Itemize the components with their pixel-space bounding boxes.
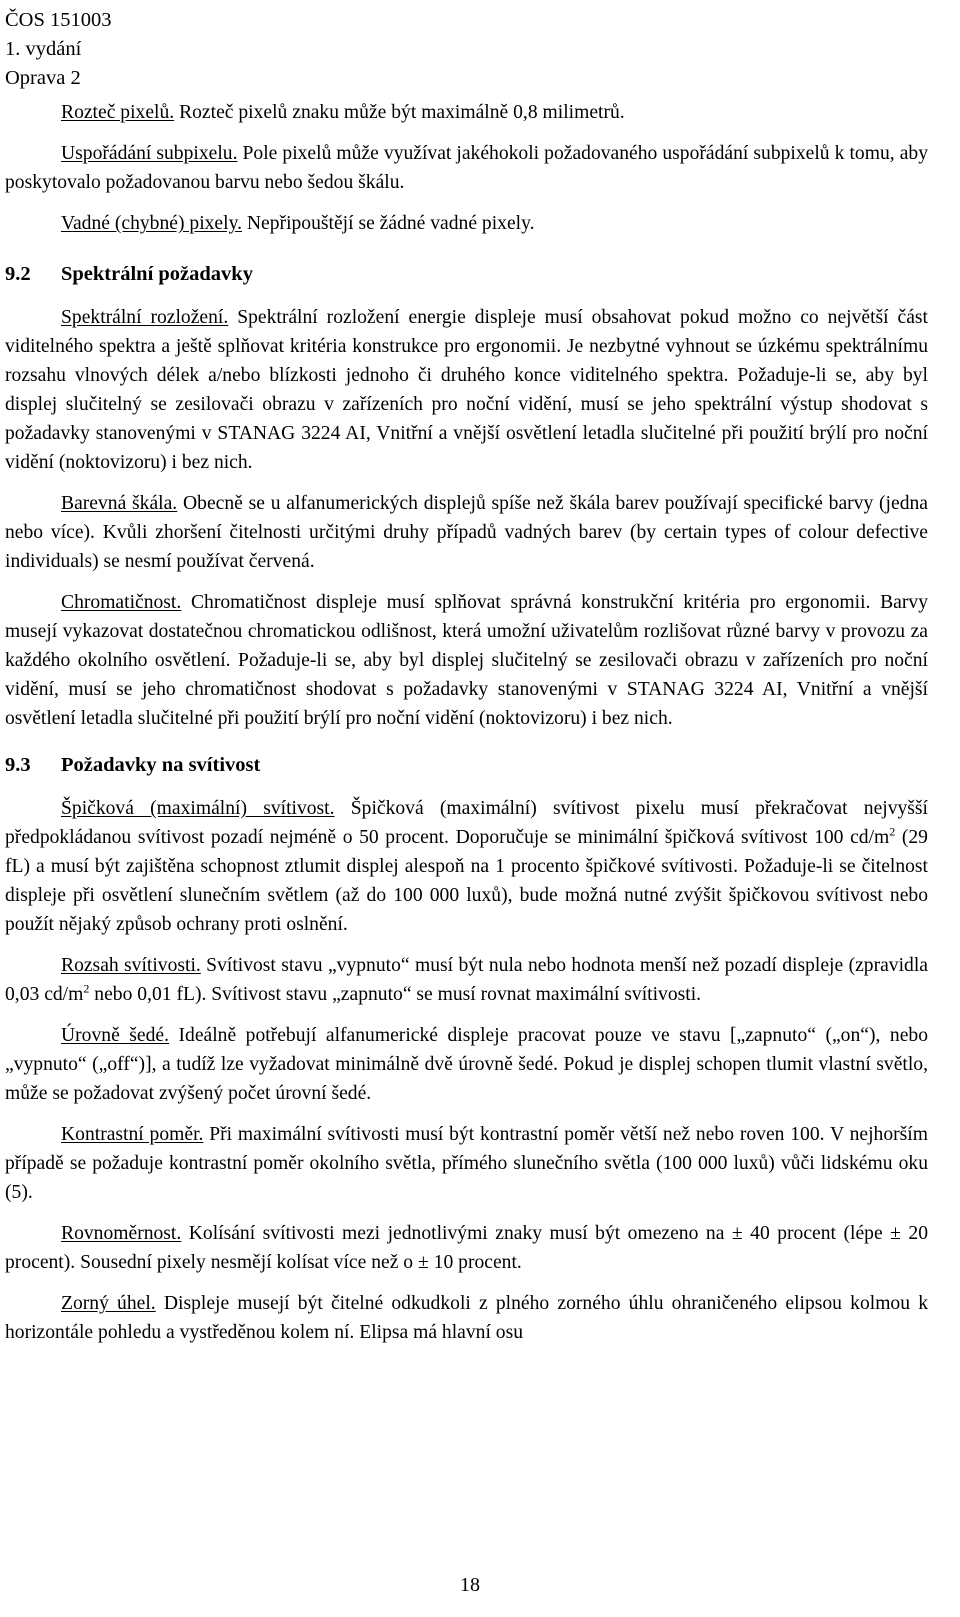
superscript: 2: [889, 824, 896, 839]
term: Úrovně šedé.: [61, 1025, 169, 1046]
section-title: Spektrální požadavky: [61, 263, 253, 285]
paragraph-text: (29 fL) a musí být zajištěna schopnost ztlumit displej alespoň na 1 procento špičkové svítivosti. Požaduje-li se čitelnost displeje při osvětlení slunečním světlem (až do 100 000 luxů), bude možná nutné zvýšit špičkovou svítivost nebo použít nějaký způsob ochrany proti oslnění.: [5, 827, 928, 935]
section-heading: [5, 260, 928, 289]
paragraph-pixel-pitch: [5, 98, 928, 127]
term: Rovnoměrnost.: [61, 1223, 182, 1244]
paragraph-text: Displeje musejí být čitelné odkudkoli z plného zorného úhlu ohraničeného elipsou kolmou k horizontále pohledu a vystředěnou kolem ní. Elipsa má hlavní osu: [5, 1293, 929, 1343]
superscript: 2: [83, 981, 90, 996]
page-number: 18: [460, 1574, 480, 1596]
document-header: [5, 6, 112, 93]
paragraph-text: Ideálně potřebují alfanumerické displeje pracovat pouze ve stavu [„zapnuto“ („on“), nebo „vypnuto“ („off“)], a tudíž lze vyžadovat minimálně dvě úrovně šedé. Pokud je displej schopen tlumit vlastní světlo, může se požadovat zvýšený počet úrovní šedé.: [5, 1025, 928, 1104]
term: Rozteč pixelů.: [61, 102, 175, 123]
paragraph-defective-pixels: [5, 209, 928, 238]
paragraph-text: Špičková (maximální) svítivost pixelu musí překračovat nejvyšší předpokládanou svítivost pozadí nejméně o 50 procent. Doporučuje se minimální špičková svítivost 100 cd/m: [5, 798, 929, 848]
paragraph-subpixel-arrangement: [5, 139, 928, 197]
section-title: Požadavky na svítivost: [61, 754, 261, 776]
term: Vadné (chybné) pixely.: [61, 213, 242, 234]
document-body: [5, 98, 928, 1347]
paragraph-chromaticity: [5, 588, 928, 733]
paragraph-peak-luminance: [5, 794, 928, 939]
term: Chromatičnost.: [61, 592, 182, 613]
paragraph-text: Pole pixelů může využívat jakéhokoli požadovaného uspořádání subpixelů k tomu, aby poskytovalo požadovanou barvu nebo šedou škálu.: [5, 143, 928, 193]
paragraph-text: Svítivost stavu „vypnuto“ musí být nula nebo hodnota menší než pozadí displeje (zpravidla 0,03 cd/m: [5, 955, 928, 1005]
paragraph-text: Při maximální svítivosti musí být kontrastní poměr větší než nebo roven 100. V nejhorším případě se požaduje kontrastní poměr okolního světla, přímého slunečního světla (100 000 luxů) vůči lidskému oku (5).: [5, 1124, 928, 1203]
amendment: Oprava 2: [5, 67, 81, 89]
term: Špičková (maximální) svítivost.: [61, 798, 335, 819]
section-number: 9.2: [5, 263, 31, 285]
term: Zorný úhel.: [61, 1293, 156, 1314]
term: Rozsah svítivosti.: [61, 955, 201, 976]
paragraph-gray-levels: [5, 1021, 928, 1108]
paragraph-uniformity: [5, 1219, 928, 1277]
edition: 1. vydání: [5, 38, 82, 60]
term: Uspořádání subpixelu.: [61, 143, 238, 164]
paragraph-text: nebo 0,01 fL). Svítivost stavu „zapnuto“ se musí rovnat maximální svítivosti.: [89, 984, 702, 1005]
paragraph-text: Spektrální rozložení energie displeje musí obsahovat pokud možno co největší část viditelného spektra a ještě splňovat kritéria konstrukce pro ergonomii. Je nezbytné vyhnout se úzkému spektrálnímu rozsahu vlnových délek a/nebo blízkosti jednoho či druhého konce viditelného spektra. Požaduje-li se, aby byl displej slučitelný se zesilovači obrazu v zařízeních pro noční vidění, musí se jeho spektrální výstup shodovat s požadavky stanovenými v STANAG 3224 AI, Vnitřní a vnější osvětlení letadla slučitelné při použití brýlí pro noční vidění (noktovizoru) i bez nich.: [5, 307, 928, 473]
paragraph-color-gamut: [5, 489, 928, 576]
paragraph-contrast-ratio: [5, 1120, 928, 1207]
term: Spektrální rozložení.: [61, 307, 229, 328]
paragraph-text: Nepřipouštějí se žádné vadné pixely.: [242, 213, 535, 234]
paragraph-luminance-range: [5, 951, 928, 1009]
term: Barevná škála.: [61, 493, 178, 514]
paragraph-text: Chromatičnost displeje musí splňovat správná konstrukční kritéria pro ergonomii. Barvy musejí vykazovat dostatečnou chromatickou odlišnost, která umožní uživatelům rozlišovat různé barvy v provozu za každého okolního osvětlení. Požaduje-li se, aby byl displej slučitelný se zesilovači obrazu v zařízeních pro noční vidění, musí se jeho chromatičnost shodovat s požadavky stanovenými v STANAG 3224 AI, Vnitřní a vnější osvětlení letadla slučitelné při použití brýlí pro noční vidění (noktovizoru) i bez nich.: [5, 592, 928, 729]
section-number: 9.3: [5, 754, 31, 776]
paragraph-text: Kolísání svítivosti mezi jednotlivými znaky musí být omezeno na ± 40 procent (lépe ± 20 procent). Sousední pixely nesmějí kolísat více než o ± 10 procent.: [5, 1223, 928, 1273]
paragraph-text: Obecně se u alfanumerických displejů spíše než škála barev používají specifické barvy (jedna nebo více). Kvůli zhoršení čitelnosti určitými druhy případů vadných barev (by certain types of colour defective individuals) se nesmí používat červená.: [5, 493, 928, 572]
term: Kontrastní poměr.: [61, 1124, 204, 1145]
paragraph-text: Rozteč pixelů znaku může být maximálně 0,8 milimetrů.: [174, 102, 625, 123]
paragraph-viewing-angle: [5, 1289, 928, 1347]
standard-id: ČOS 151003: [5, 9, 112, 31]
paragraph-spectral-distribution: [5, 303, 928, 477]
section-heading: [5, 751, 928, 780]
